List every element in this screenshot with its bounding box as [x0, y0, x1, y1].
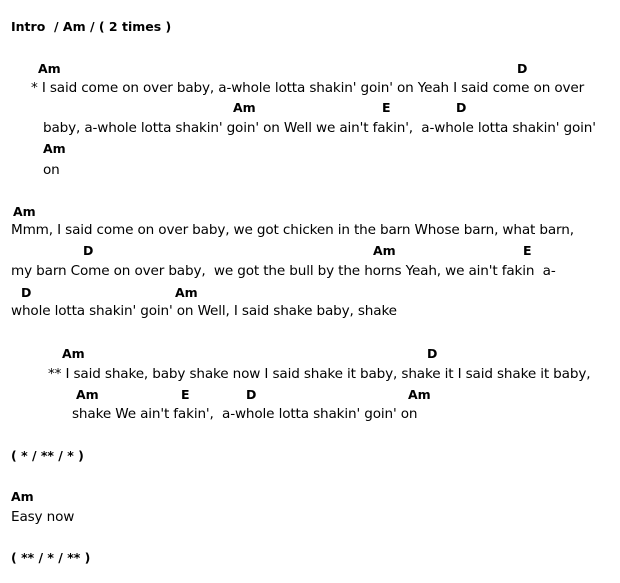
chord-am: Am — [11, 489, 34, 504]
chord-e: E — [181, 387, 190, 402]
lyric-line: shake We ain't fakin', a-whole lotta shakin' goin' on — [72, 406, 418, 422]
chord-am: Am — [13, 204, 36, 219]
chord-d: D — [456, 100, 467, 115]
chord-am: Am — [373, 243, 396, 258]
lyric-line: baby, a-whole lotta shakin' goin' on Well we ain't fakin', a-whole lotta shakin' goin' — [43, 120, 596, 136]
chord-e: E — [382, 100, 391, 115]
lyric-line: on — [43, 162, 60, 178]
lyric-line: ** I said shake, baby shake now I said shake it baby, shake it I said shake it baby, — [48, 366, 591, 382]
chord-d: D — [427, 346, 438, 361]
chord-am: Am — [76, 387, 99, 402]
sequence-line: ( * / ** / * ) — [11, 448, 84, 463]
chord-am: Am — [233, 100, 256, 115]
intro-line: Intro / Am / ( 2 times ) — [11, 19, 172, 34]
lyric-line: Easy now — [11, 509, 75, 525]
chord-d: D — [83, 243, 94, 258]
chord-d: D — [517, 61, 528, 76]
lyric-line: my barn Come on over baby, we got the bull by the horns Yeah, we ain't fakin a- — [11, 263, 556, 279]
chord-am: Am — [38, 61, 61, 76]
chord-am: Am — [175, 285, 198, 300]
chord-d: D — [21, 285, 32, 300]
chord-am: Am — [408, 387, 431, 402]
chord-e: E — [523, 243, 532, 258]
sequence-line: ( ** / * / ** ) — [11, 550, 91, 565]
chord-am: Am — [43, 141, 66, 156]
chord-d: D — [246, 387, 257, 402]
chord-am: Am — [62, 346, 85, 361]
lyric-line: Mmm, I said come on over baby, we got chicken in the barn Whose barn, what barn, — [11, 222, 574, 238]
lyric-line: whole lotta shakin' goin' on Well, I said shake baby, shake — [11, 303, 397, 319]
lyric-line: * I said come on over baby, a-whole lotta shakin' goin' on Yeah I said come on over — [31, 80, 585, 96]
